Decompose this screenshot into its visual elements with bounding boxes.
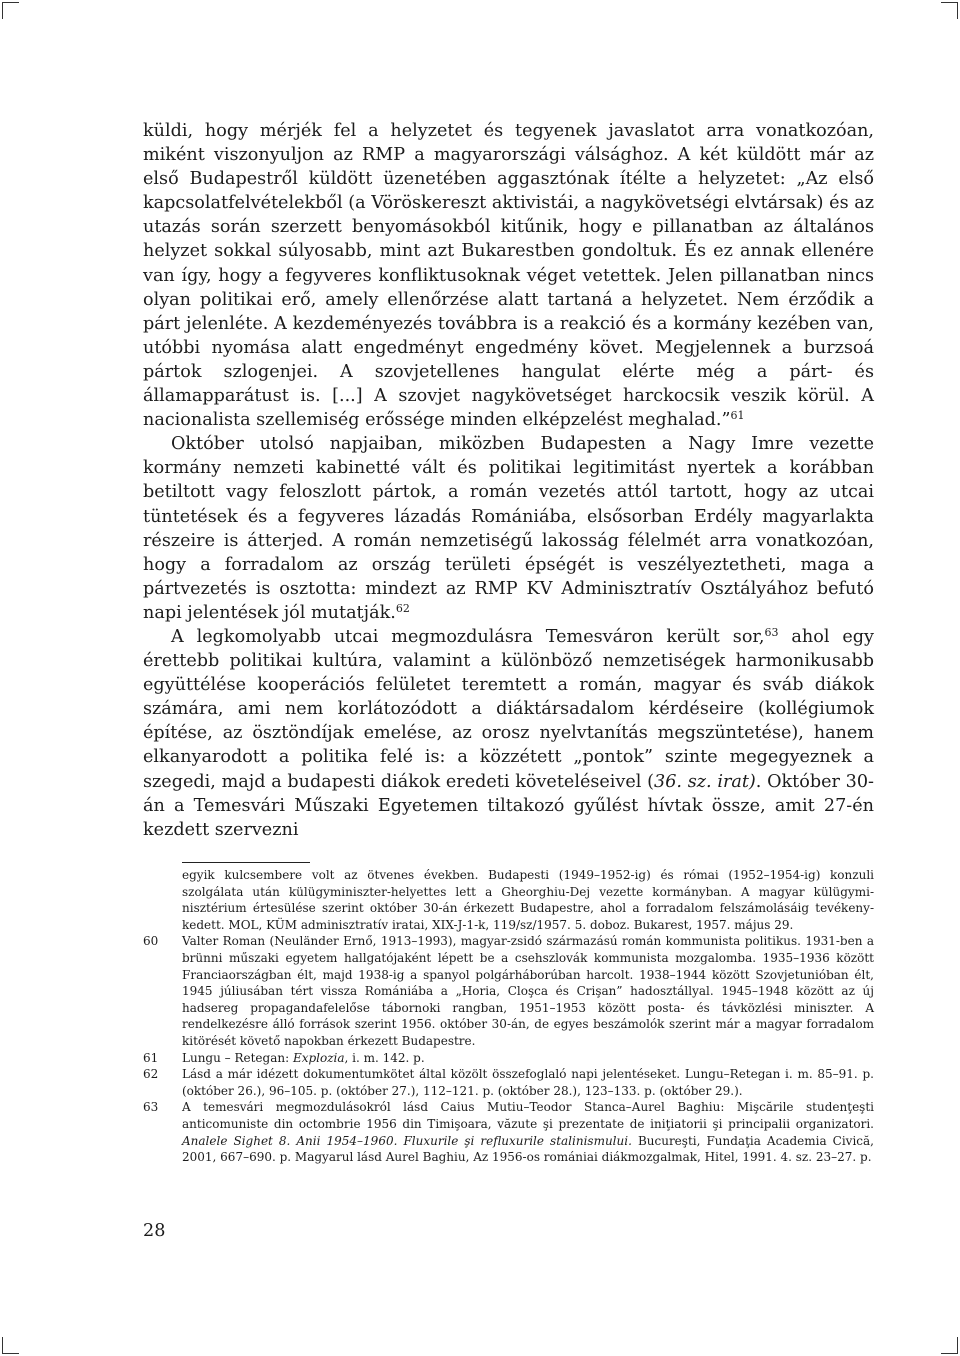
paragraph-3-text-a: A legkomolyabb utcai megmozdulásra Temesváron került sor, [171,626,765,647]
footnote-ref-62[interactable]: 62 [395,601,410,615]
footnote-number: 63 [143,1100,159,1115]
footnote-text: Valter Roman (Neuländer Ernő, 1913–1993), magyar-zsidó származású román kommunista politikus. 1931-ben a brünni műszaki egyetem hallgatójaként lépett be a csehszlovák kommunista mozgalomba. 1935–1936 között Franciaországban élt, majd 1938-ig a spanyol polgárháborúban harcolt. 1938–1944 között Szovjetunióban élt, 1945 júliusában tért vissza Romániába a „Horia, Cloşca és Crişan” hadosztállyal. 1945–1948 között az új hadsereg propagandafelelőse tábornoki rangban, 1951–1953 között posta- és távközlési miniszter. A rendelkezésre álló források szerint 1956. október 30-án, de egyes beszámolók szerint már a magyar forradalom kitörését követő napokban érkezett Budapestre. [182,934,874,1048]
footnote-number: 60 [143,934,159,949]
paragraph-1-text: küldi, hogy mérjék fel a helyzetet és tegyenek javaslatot arra vonatkozóan, miként viszonyuljon az RMP a magyarországi válsághoz. A két küldött már az első Budapestről küldött üzenetében aggasztónak ítélte a helyzetet: „Az első kapcsolatfelvételekből (a Vöröskereszt aktivistái, a nagykövetségi elvtársak) és az utazás során szerzett benyomásokból kitűnik, hogy e pillanatban az általános helyzet sokkal súlyosabb, mint azt Bukarestben gondoltuk. És ez annak ellenére van így, hogy a fegyveres konfliktusoknak véget vetettek. Jelen pillanatban nincs olyan politikai erő, amely ellenőrzése alatt tartaná a helyzetet. Nem érződik a párt jelenléte. A kezdeményezés továbbra is a reakció és a kormány kezében van, utóbbi nyomása alatt engedményt engedmény követ. Megjelennek a burzsoá pártok szlogenjei. A szovjetellenes hangulat elérte még a párt- és államapparátust is. [...] A szovjet nagykövetséget harckocsik veszik körül. A nacionalista szellemiség erőssége minden elképzelést meghalad.” [143,121,874,431]
page-number: 28 [143,1221,166,1241]
footnote-63-text-b: Bucureşti, Fundaţia Academia Civică, 2001, 667–690. p. Magyarul lásd Aurel Baghiu, Az 1956-os romániai diákmozgalmak, Hitel, 1991. 4. sz. 23–27. p. [182,1133,874,1165]
footnote-text [182,1099,874,1165]
crop-mark-bottom-right [941,1337,958,1354]
footnote-ref-63[interactable]: 63 [764,625,779,639]
paragraph-1 [143,119,874,432]
footnote-ref-61[interactable]: 61 [730,409,745,423]
footnote-number: 61 [143,1050,159,1065]
paragraph-3 [143,625,874,842]
paragraph-3-text-b: ahol egy érettebb politikai kultúra, valamint a különböző nemzetiségek harmonikusabb együttélése kooperációs felületet teremtett a román, magyar és sváb diákok számára, ami nem korlátozódott a diáktársadalom kérdéseire (kollégiumok építése, az ösztöndíjak emelése, az orosz nyelvtanítás megszüntetése), hanem elkanyarodott a politika felé is: a közzétett „pontok” szinte megegyeznek a szegedi, majd a budapesti diákok eredeti követeléseivel ( [143,626,874,792]
footnote-text [182,1050,874,1067]
footnote-63-text-a: A temesvári megmozdulásokról lásd Caius Mutiu–Teodor Stanca–Aurel Baghiu: Mişcările studenţeşti anticomuniste din octombrie 1956 din Timişoara, văzute şi prezentate de iniţiatorii şi principalii organizatori. [182,1100,874,1131]
document-citation: 36. sz. irat) [654,771,756,792]
footnote-number: 62 [143,1067,159,1082]
footnote-63 [143,1099,874,1165]
footnote-continuation-text: egyik kulcsembere volt az ötvenes években. Budapesti (1949–1952-ig) és római (1952–1954-ig) konzuli szolgálata után külügyminiszter-helyettes lett a Gheorghiu-Dej vezette kormányban. A magyar külügyminisztérium értesülése szerint október 30-án érkezett Budapestre, ahol a forradalom felszámolásáig tevékenykedett. MOL, KÜM adminisztratív iratai, XIX-J-1-k, 119/sz/1957. 5. doboz. Bukarest, 1957. május 29. [182,868,874,932]
crop-mark-top-left [2,2,19,19]
footnote-60 [143,933,874,1049]
footnote-61-text-b: , i. m. 142. p. [344,1050,425,1065]
crop-mark-bottom-left [2,1337,19,1354]
footnote-63-title: Analele Sighet 8. Anii 1954–1960. Fluxurile şi refluxurile stalinismului. [182,1133,632,1148]
crop-mark-top-right [941,2,958,19]
footnote-separator [182,862,310,863]
footnote-text: Lásd a már idézett dokumentumkötet által közölt összefoglaló napi jelentéseket. Lungu–Retegan i. m. 85–91. p. (október 26.), 96–105. p. (október 27.), 112–121. p. (október 28.), 123–133. p. (október 29.). [182,1067,874,1098]
footnote-62 [143,1066,874,1099]
paragraph-2-text: Október utolsó napjaiban, miközben Budapesten a Nagy Imre vezette kormány nemzeti kabinetté vált és politikai legitimitást nyertek a korábban betiltott vagy feloszlott pártok, a román vezetés attól tartott, hogy az utcai tüntetések és a fegyveres lázadás Romániába, elsősorban Erdély magyarlakta részeire is átterjed. A román nemzetiségű lakosság félelmét arra vonatkozóan, hogy a forradalom az ország területi épségét is veszélyeztetheti, maga a pártvezetés is osztotta: mindezt az RMP KV Adminisztratív Osztályához befutó napi jelentések jól mutatják. [143,434,874,623]
footnotes [143,867,874,1166]
footnote-continuation [143,867,874,933]
footnote-61-text-a: Lungu – Retegan: [182,1050,293,1065]
paragraph-2 [143,432,874,625]
paragraph-3-text-c: . Október 30-án a Temesvári Műszaki Egyetemen tiltakozó gyűlést hívtak össze, amit 27-én kezdett szervezni [143,771,874,840]
body-text [143,119,874,842]
footnote-61-title: Explozia [292,1050,345,1065]
footnote-number-empty [143,867,182,933]
footnote-61 [143,1050,874,1067]
